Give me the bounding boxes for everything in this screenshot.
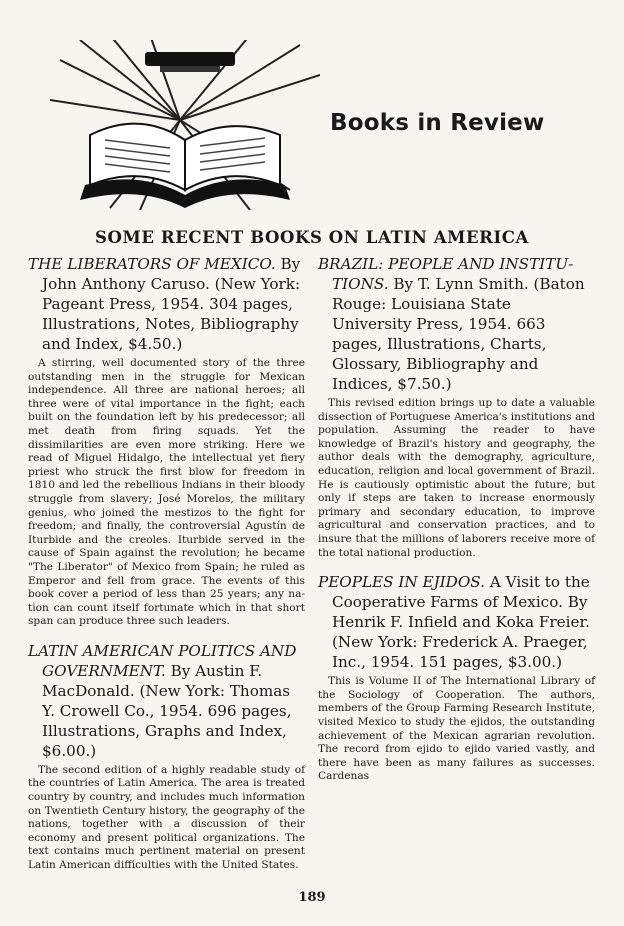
book-citation: By John Anthony Caruso. (New York: Pageant Press, 1954. 304 pages, Illustrations, Notes, Bibliography and Index, $4.50.) bbox=[42, 255, 301, 353]
book-review: The second edition of a highly readable study of the countries of Latin America. The area is treated country by country, and includes much information on Twentieth Century history, the geography of the nations, together with a discussion of their economy and present political organizations. The text contains much pertinent material on present Latin American difficulties with the United States. bbox=[28, 763, 305, 872]
right-column bbox=[318, 254, 595, 796]
book-entry bbox=[28, 641, 305, 873]
book-title-text: BRAZIL: PEOPLE AND INSTITUTIONS. bbox=[318, 255, 574, 293]
page-number: 189 bbox=[298, 890, 326, 905]
book-title-text: LATIN AMERICAN POLITICS AND GOVERNMENT. bbox=[28, 641, 297, 680]
book-review: A stirring, well documented story of the three outstanding men in the struggle for Mexican independence. All three are national heroes; all three were of vital importance in the fight; each built on the foundation left by his predecessor; all met death from firing squads. Yet the dissimilarities are even more striking. Here we read of Miguel Hidalgo, the intellectual yet fiery priest who struck the first blow for freedom in 1810 and led the rebellious Indians in their bloody struggle from slavery; José Morelos, the military genius, who joined the mestizos to the fight for freedom; and finally, the controversial Agustín de Iturbide and the creoles. Iturbide served in the cause of Spain against the revolution; he became "The Liberator" of Mexico from Spain; he ruled as Emperor and fell from grace. The events of this book cover a period of less than 25 years; any nation can count itself fortunate which in that short span can produce three such leaders. bbox=[28, 357, 305, 628]
book-citation: A Visit to the Cooperative Farms of Mexico. By Henrik F. Infield and Koka Freier. (New York: Frederick A. Praeger, Inc., 1954. 151 pages, $3.00.) bbox=[332, 573, 590, 672]
left-column bbox=[28, 254, 305, 885]
book-review: This revised edition brings up to date a valuable dissection of Portuguese America's institutions and population. Assuming the reader to have knowledge of Brazil's history and geography, the author deals with the demography, agriculture, education, religion and local government of Brazil. He is cautiously optimistic about the future, but only if steps are taken to increase enormously primary and secondary education, to improve agricultural and conservation practices, and to insure that the millions of laborers receive more of the total national production. bbox=[318, 397, 595, 559]
book-title-text: THE LIBERATORS OF MEXICO. bbox=[28, 255, 276, 273]
book-entry bbox=[318, 254, 595, 560]
book-title bbox=[318, 254, 595, 394]
section-title: Books in Review bbox=[330, 110, 545, 136]
book-citation: By T. Lynn Smith. (Baton Rouge: Louisiana State University Press, 1954. 663 pages, Illustrations, Charts, Glossary, Bibliography and Indices, $7.50.) bbox=[332, 275, 585, 393]
book-title-text: PEOPLES IN EJIDOS. bbox=[318, 573, 485, 592]
page-heading: SOME RECENT BOOKS ON LATIN AMERICA bbox=[95, 228, 529, 247]
book-lamp-icon bbox=[50, 40, 320, 210]
book-title bbox=[28, 254, 305, 354]
book-title bbox=[28, 641, 305, 761]
book-entry bbox=[28, 254, 305, 629]
open-book-illustration bbox=[50, 40, 320, 210]
book-review: This is Volume II of The International Library of the Sociology of Cooperation. The authors, members of the Group Farming Research Institute, visited Mexico to study the ejidos, the outstanding achievement of the Mexican agrarian revolution. The record from ejido to ejido varied vastly, and there have been as many failures as successes. Cardenas bbox=[318, 675, 595, 783]
book-entry bbox=[318, 572, 595, 784]
book-citation: By Austin F. MacDonald. (New York: Thomas Y. Crowell Co., 1954. 696 pages, Illustrations, Graphs and Index, $6.00.) bbox=[42, 661, 292, 760]
book-title bbox=[318, 572, 595, 672]
